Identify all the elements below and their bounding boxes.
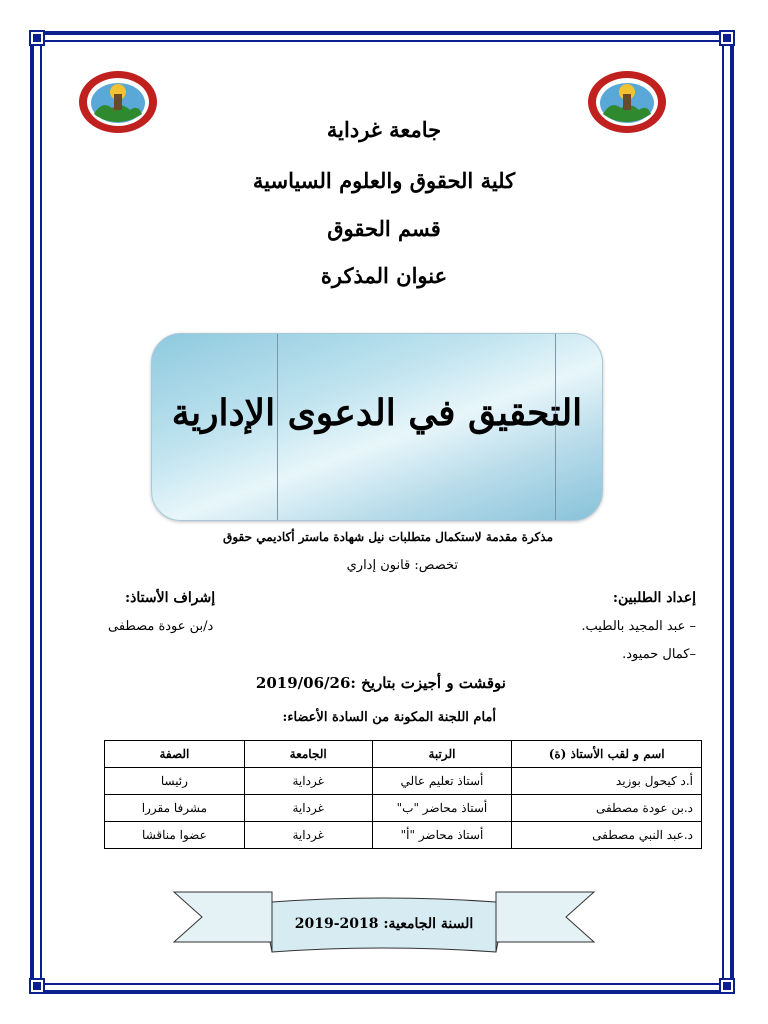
member-role: عضوا مناقشا (105, 822, 245, 849)
table-row (105, 768, 702, 795)
faculty-name: كلية الحقوق والعلوم السياسية (252, 168, 516, 193)
university-name: جامعة غرداية (326, 117, 442, 142)
border-corner-ornament (31, 32, 43, 44)
member-university: غرداية (244, 822, 372, 849)
member-rank: أستاذ تعليم عالي (372, 768, 512, 795)
committee-table (104, 740, 702, 849)
academic-year: السنة الجامعية: 2018-2019 (294, 916, 474, 932)
column-header-university: الجامعة (244, 741, 372, 768)
specialty: تخصص: قانون إداري (346, 558, 458, 573)
table-row (105, 795, 702, 822)
member-university: غرداية (244, 795, 372, 822)
member-role: مشرفا مقررا (105, 795, 245, 822)
member-university: غرداية (244, 768, 372, 795)
member-name: أ.د كيحول بوزيد (512, 768, 702, 795)
border-corner-ornament (721, 32, 733, 44)
column-header-rank: الرتبة (372, 741, 512, 768)
memo-subtitle: مذكرة مقدمة لاستكمال متطلبات نيل شهادة ماستر أكاديمي حقوق (223, 530, 553, 544)
department-name: قسم الحقوق (327, 216, 441, 241)
students-label: إعداد الطلبين: (612, 590, 696, 606)
column-header-name: اسم و لقب الأستاذ (ة) (512, 741, 702, 768)
table-row (105, 822, 702, 849)
border-corner-ornament (31, 980, 43, 992)
border-corner-ornament (721, 980, 733, 992)
student-name: –كمال حميود. (622, 647, 696, 662)
member-name: د.بن عودة مصطفى (512, 795, 702, 822)
member-rank: أستاذ محاضر "أ" (372, 822, 512, 849)
memo-title-label: عنوان المذكرة (320, 263, 448, 288)
memo-title: التحقيق في الدعوى الإدارية (171, 392, 583, 434)
member-name: د.عبد النبي مصطفى (512, 822, 702, 849)
supervisor-label: إشراف الأستاذ: (125, 590, 216, 606)
member-rank: أستاذ محاضر "ب" (372, 795, 512, 822)
supervisor-name: د/بن عودة مصطفى (108, 619, 214, 634)
defense-date: نوقشت و أجيزت بتاريخ :2019/06/26 (255, 674, 506, 692)
committee-intro: أمام اللجنة المكونة من السادة الأعضاء: (282, 710, 496, 725)
student-name: – عبد المجيد بالطيب. (581, 619, 696, 634)
title-box (151, 333, 603, 521)
member-role: رئيسا (105, 768, 245, 795)
column-header-role: الصفة (105, 741, 245, 768)
table-header-row (105, 741, 702, 768)
